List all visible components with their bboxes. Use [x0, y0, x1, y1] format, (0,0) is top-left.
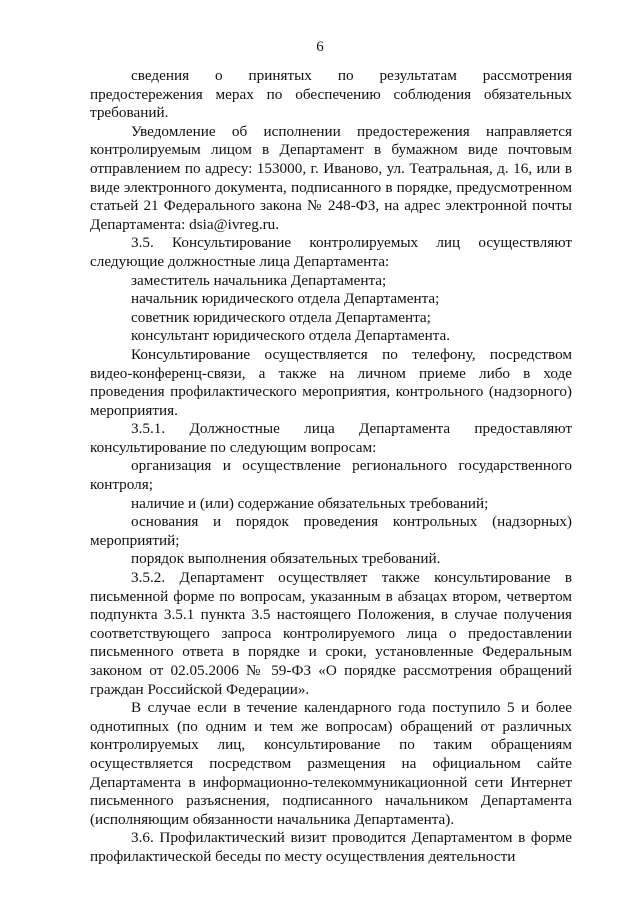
page-number: 6 [316, 39, 324, 55]
list-item: основания и порядок проведения контрольных (надзорных) мероприятий; [90, 513, 572, 549]
document-body [90, 67, 572, 867]
list-item: начальник юридического отдела Департамента; [131, 290, 440, 308]
paragraph: Уведомление об исполнении предостережения направляется контролируемым лицом в Департамент в бумажном виде почтовым отправлением по адресу: 153000, г. Иваново, ул. Театральная, д. 16, или в виде электронного документа, подписанного в порядке, предусмотренном статьей 21 Федерального закона № 248-ФЗ, на адрес электронной почты Департамента: dsia@ivreg.ru. [90, 122, 572, 233]
list-item: организация и осуществление регионального государственного контроля; [90, 457, 572, 494]
list-item: заместитель начальника Департамента; [131, 271, 387, 289]
paragraph: 3.6. Профилактический визит проводится Департаментом в форме профилактической беседы по месту осуществления деятельности [90, 829, 572, 865]
paragraph: В случае если в течение календарного года поступило 5 и более однотипных (по одним и тем же вопросам) обращений от различных контролируемых лиц, консультирование по таким обращениям осуществляется посредством размещения на официальном сайте Департамента в информационно-телекоммуникационной сети Интернет письменного разъяснения, подписанного начальником Департамента (исполняющим обязанности начальника Департамента). [90, 699, 572, 828]
paragraph: сведения о принятых по результатам рассмотрения предостережения мерах по обеспечению соблюдения обязательных требований. [90, 67, 572, 122]
list-item: наличие и (или) содержание обязательных требований; [131, 494, 489, 512]
paragraph: Консультирование осуществляется по телефону, посредством видео-конференц-связи, а также на личном приеме либо в ходе проведения профилактического мероприятия, контрольного (надзорного) мероприятия. [90, 345, 572, 419]
paragraph: 3.5.2. Департамент осуществляет также консультирование в письменной форме по вопросам, указанным в абзацах втором, четвертом подпункта 3.5.1 пункта 3.5 настоящего Положения, в случае получения соответствующего запроса контролируемого лица о предоставлении письменного ответа в порядке и сроки, установленные Федеральным законом от 02.05.2006 № 59-ФЗ «О порядке рассмотрения обращений граждан Российской Федерации». [90, 569, 572, 698]
list-item: советник юридического отдела Департамента; [131, 308, 431, 326]
list-item: порядок выполнения обязательных требований. [131, 550, 441, 568]
list-item: консультант юридического отдела Департамента. [131, 327, 451, 345]
paragraph: 3.5.1. Должностные лица Департамента предоставляют консультирование по следующим вопросам: [90, 420, 572, 456]
paragraph: 3.5. Консультирование контролируемых лиц осуществляют следующие должностные лица Департамента: [90, 234, 572, 270]
